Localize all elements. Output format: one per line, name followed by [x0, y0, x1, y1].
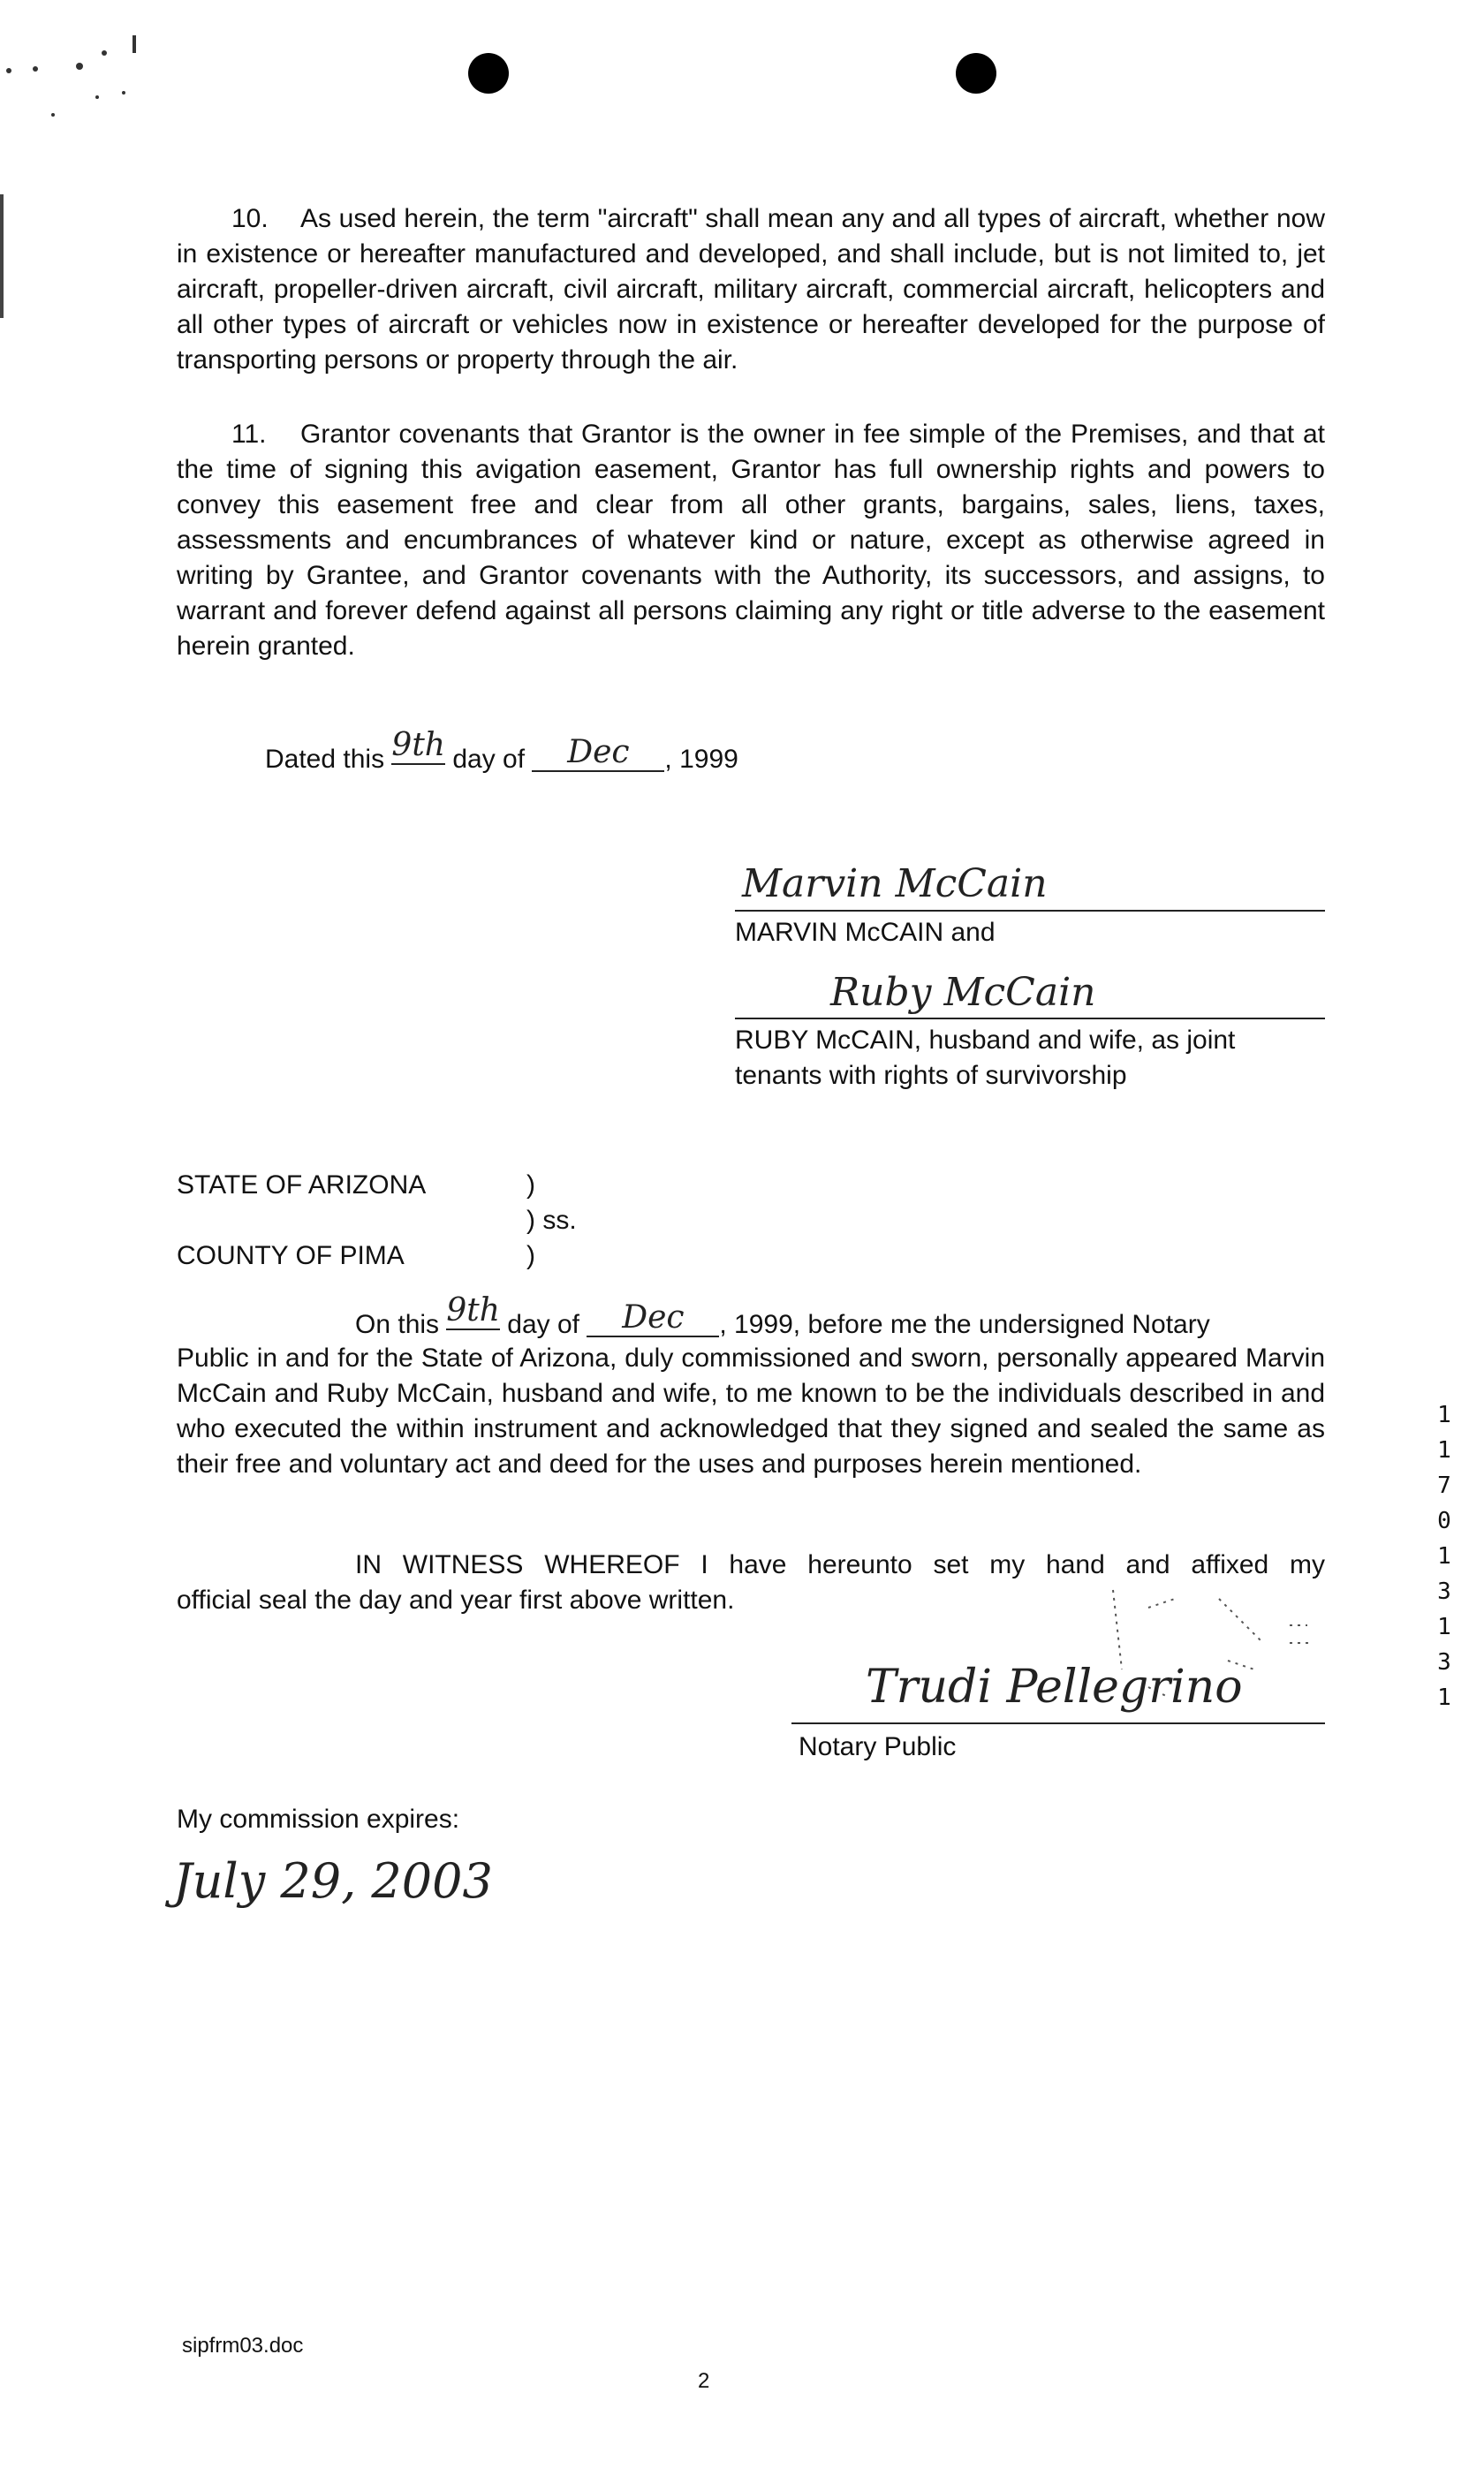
recording-number-vertical	[1431, 1397, 1458, 1715]
paragraph-number: 11.	[231, 420, 267, 449]
recording-digit: 3	[1437, 1578, 1451, 1605]
dated-year: , 1999	[664, 745, 738, 774]
notary-caption: Notary Public	[799, 1732, 957, 1761]
venue-state: STATE OF ARIZONA	[177, 1170, 427, 1200]
notary-signature-line	[791, 1722, 1325, 1724]
recording-digit: 0	[1437, 1508, 1451, 1534]
signer2-caption-line2: tenants with rights of survivorship	[735, 1061, 1127, 1090]
acknowledgment-body: Public in and for the State of Arizona, duly commissioned and sworn, personally appeared Marvin McCain and Ruby McCain, husband and wife, to me known to be the individuals described in and who executed the within instrument and acknowledged that they signed and sealed the same as their free and voluntary act and deed for the uses and purposes herein mentioned.	[177, 1344, 1325, 1479]
paragraph-11	[177, 417, 1325, 664]
notary-signature: Trudi Pellegrino	[866, 1661, 1243, 1714]
signer2-signature-line	[735, 1018, 1325, 1019]
signer1-caption: MARVIN McCAIN and	[735, 918, 996, 947]
binding-edge-line	[0, 194, 4, 318]
paragraph-text: Grantor covenants that Grantor is the owner in fee simple of the Premises, and that at the time of signing this avigation easement, Grantor has full ownership rights and powers to convey this easement free and clear from all other grants, bargains, sales, liens, taxes, assessments and encumbrances of whatever kind or nature, except as otherwise agreed in writing by Grantee, and Grantor covenants with the Authority, its successors, and assigns, to warrant and forever defend against all persons claiming any right or title adverse to the easement herein granted.	[177, 420, 1325, 661]
paragraph-text: As used herein, the term "aircraft" shall mean any and all types of aircraft, whether now in existence or hereafter manufactured and developed, and shall include, but is not limited to, jet aircraft, propeller-driven aircraft, civil aircraft, military aircraft, commercial aircraft, helicopters and all other types of aircraft or vehicles now in existence or hereafter developed for the purpose of transporting persons or property through the air.	[177, 204, 1325, 375]
punch-hole-right	[956, 53, 996, 94]
page-number: 2	[698, 2369, 710, 2393]
recording-digit: 1	[1437, 1402, 1451, 1428]
paragraph-10	[177, 201, 1325, 378]
recording-digit: 7	[1437, 1472, 1451, 1499]
paragraph-number: 10.	[231, 204, 269, 233]
acknowledgment-first-line	[355, 1292, 1210, 1343]
dated-day-handwritten: 9th	[391, 727, 445, 763]
punch-hole-left	[468, 53, 509, 94]
recording-digit: 1	[1437, 1614, 1451, 1640]
witness-line2: official seal the day and year first above written.	[177, 1586, 735, 1615]
recording-digit: 1	[1437, 1684, 1451, 1711]
ack-day-handwritten: 9th	[446, 1292, 500, 1329]
dated-prefix: Dated this	[265, 745, 385, 774]
commission-date-handwritten: July 29, 2003	[173, 1853, 493, 1909]
recording-digit: 3	[1437, 1649, 1451, 1676]
venue-ss: ) ss.	[526, 1206, 577, 1235]
signer1-signature: Marvin McCain	[742, 861, 1048, 906]
signer1-signature-line	[735, 910, 1325, 912]
dated-line	[265, 727, 738, 777]
venue-county: COUNTY OF PIMA	[177, 1241, 405, 1270]
ack-middle: day of	[507, 1310, 580, 1339]
ack-after-month: , 1999, before me the undersigned Notary	[719, 1310, 1210, 1339]
commission-label: My commission expires:	[177, 1805, 460, 1834]
scan-specks	[0, 26, 150, 132]
signer2-signature: Ruby McCain	[830, 970, 1096, 1015]
dated-month-handwritten: Dec	[532, 735, 664, 772]
recording-digit: 1	[1437, 1543, 1451, 1570]
venue-state-paren: )	[526, 1170, 535, 1200]
dated-middle: day of	[452, 745, 526, 774]
signer2-caption-line1: RUBY McCAIN, husband and wife, as joint	[735, 1026, 1236, 1055]
witness-line1: IN WITNESS WHEREOF I have hereunto set my hand and affixed my	[355, 1550, 1325, 1579]
ack-month-handwritten: Dec	[587, 1300, 719, 1337]
venue-county-paren: )	[526, 1241, 535, 1270]
ack-prefix: On this	[355, 1310, 440, 1339]
recording-digit: 1	[1437, 1437, 1451, 1464]
footer-filename: sipfrm03.doc	[182, 2334, 304, 2358]
